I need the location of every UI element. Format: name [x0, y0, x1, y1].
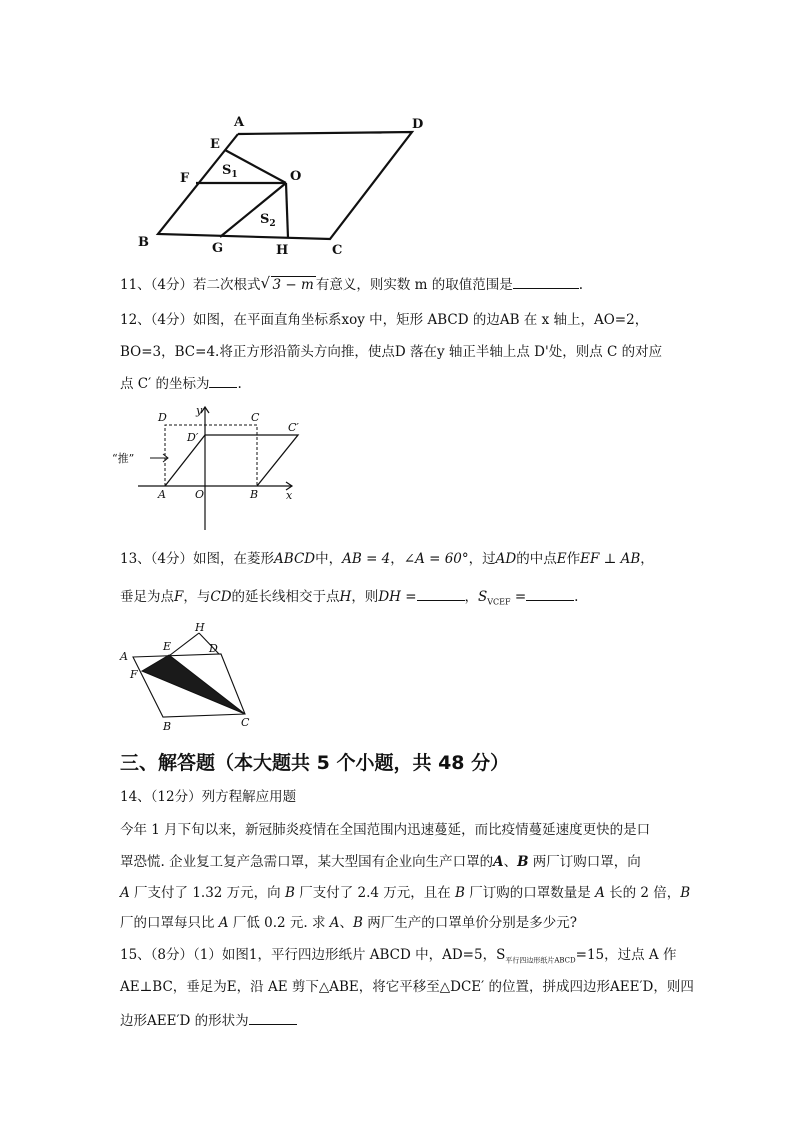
label-C-prime: C′ [288, 421, 299, 434]
label-F: F [180, 171, 190, 186]
figure-q12-coordinate [110, 402, 310, 532]
label-B: B [138, 235, 149, 250]
label-A: A [234, 115, 245, 130]
q15-line2: AE⊥BC，垂足为E，沿 AE 剪下△ABE，将它平移至△DCE′ 的位置，拼成四边形AEE′D，则四 [120, 979, 694, 995]
q15-line3: 边形AEE′D 的形状为 [120, 1010, 680, 1031]
q14-para-line2: 罩恐慌. 企业复工复产急需口罩，某大型国有企业向生产口罩的A、B 两厂订购口罩，向 [120, 854, 641, 870]
label-C: C [241, 716, 250, 729]
q12-line1: 12、（4分）如图，在平面直角坐标系xoy 中，矩形 ABCD 的边AB 在 x 轴上，AO=2， [120, 312, 649, 328]
label-B: B [163, 720, 172, 733]
q13-line2: 垂足为点F，与CD的延长线相交于点H，则DH = ，$S_{VCEF}$ = . [120, 586, 680, 613]
original-rectangle-dashed [165, 425, 257, 486]
q13-dh-blank[interactable] [417, 586, 465, 601]
sqrt-expression: √ 3 − m [260, 274, 314, 293]
segment-GO [220, 183, 286, 237]
label-O: O [195, 488, 205, 501]
figure-q10-parallelogram [130, 108, 440, 258]
section-heading: 三、解答题（本大题共 5 个小题，共 48 分） [120, 752, 510, 774]
label-x: x [286, 489, 293, 502]
q12-answer-blank[interactable] [209, 373, 237, 388]
q12-line2: BO=3，BC=4.将正方形沿箭头方向推，使点D 落在y 轴正半轴上点 D'处，则点 C 的对应 [120, 344, 663, 360]
q13-area-blank[interactable] [526, 586, 574, 601]
pushed-parallelogram [165, 435, 298, 486]
label-H: H [195, 621, 205, 634]
label-S2: $S_2$ [260, 212, 276, 229]
q14-para-line3: A 厂支付了 1.32 万元，向 B 厂支付了 2.4 万元，且在 B 厂订购的口罩数量是 A 长的 2 倍，B [120, 885, 691, 901]
label-O: O [290, 169, 302, 184]
q15-line1: 15、（8分）（1）如图1，平行四边形纸片 ABCD 中，AD=5，$S_{平行四边形纸片ABCD}=15$，过点 A 作 [120, 947, 677, 965]
label-C: C [251, 411, 260, 424]
q13-line1: 13、（4分）如图，在菱形ABCD中，AB = 4，∠A = 60°，过AD的中点E作EF ⊥ AB， [120, 551, 654, 567]
label-push: “推” [112, 452, 135, 465]
label-H: H [276, 243, 289, 258]
label-S1: $S_1$ [222, 163, 238, 180]
label-G: G [212, 241, 224, 256]
q14-para-line1: 今年 1 月下旬以来，新冠肺炎疫情在全国范围内迅速蔓延，而比疫情蔓延速度更快的是口 [120, 822, 651, 838]
label-E: E [163, 640, 172, 653]
q12-line3: 点 C′ 的坐标为 . [120, 373, 680, 394]
q14-para-line4: 厂的口罩每只比 A 厂低 0.2 元. 求 A、B 两厂生产的口罩单价分别是多少元? [120, 915, 577, 931]
figure-q13-rhombus [115, 620, 265, 735]
label-D: D [158, 411, 167, 424]
label-D-prime: D′ [187, 431, 199, 444]
label-A: A [158, 488, 166, 501]
label-D: D [412, 117, 424, 132]
label-C: C [332, 243, 343, 258]
segment-HO [286, 183, 288, 238]
q11-answer-blank[interactable] [513, 274, 579, 289]
label-E: E [210, 137, 220, 152]
label-y: y [196, 404, 203, 417]
label-A: A [120, 650, 128, 663]
q11-line: 11、（4分）若二次根式 √ 3 − m 有意义，则实数 m 的取值范围是 . [120, 274, 584, 293]
q14-title: 14、（12分）列方程解应用题 [120, 789, 297, 805]
label-F: F [130, 668, 138, 681]
q15-answer-blank[interactable] [249, 1010, 297, 1025]
label-D: D [209, 642, 218, 655]
label-B: B [250, 488, 259, 501]
